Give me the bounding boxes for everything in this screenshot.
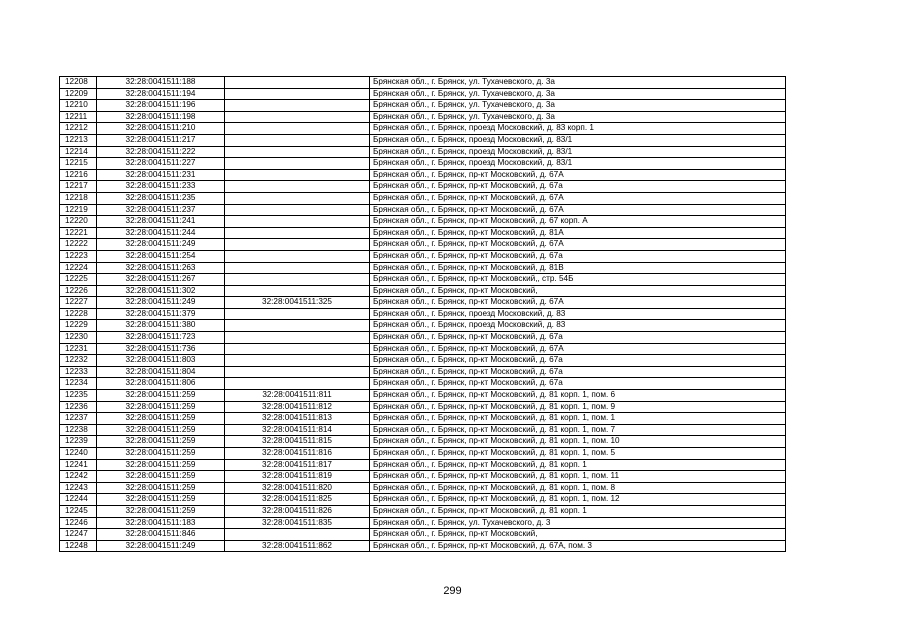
table-row [60,494,786,506]
cadastral-number-cell: 32:28:0041511:196 [97,100,225,112]
cadastral-number-cell: 32:28:0041511:804 [97,366,225,378]
address-cell: Брянская обл., г. Брянск, пр-кт Московский, д. 67а [370,366,786,378]
address-cell: Брянская обл., г. Брянск, ул. Тухачевского, д. 3а [370,88,786,100]
row-number-cell: 12221 [60,227,97,239]
table-row [60,239,786,251]
cadastral-number-cell: 32:28:0041511:736 [97,343,225,355]
linked-cadastral-number-cell [225,285,370,297]
page-number: 299 [443,585,462,597]
table-row [60,123,786,135]
table-row [60,262,786,274]
cadastral-number-cell: 32:28:0041511:806 [97,378,225,390]
cadastral-number-cell: 32:28:0041511:259 [97,390,225,402]
cadastral-number-cell: 32:28:0041511:249 [97,540,225,552]
table-row [60,134,786,146]
address-cell: Брянская обл., г. Брянск, пр-кт Московский, д. 81В [370,262,786,274]
address-cell: Брянская обл., г. Брянск, пр-кт Московский, д. 81 корп. 1, пом. 6 [370,390,786,402]
linked-cadastral-number-cell: 32:28:0041511:817 [225,459,370,471]
linked-cadastral-number-cell: 32:28:0041511:325 [225,297,370,309]
linked-cadastral-number-cell [225,529,370,541]
cadastral-number-cell: 32:28:0041511:379 [97,308,225,320]
cadastral-number-cell: 32:28:0041511:259 [97,413,225,425]
linked-cadastral-number-cell: 32:28:0041511:835 [225,517,370,529]
row-number-cell: 12230 [60,332,97,344]
cadastral-number-cell: 32:28:0041511:259 [97,471,225,483]
address-cell: Брянская обл., г. Брянск, ул. Тухачевского, д. 3а [370,111,786,123]
address-cell: Брянская обл., г. Брянск, пр-кт Московский, д. 81 корп. 1, пом. 7 [370,424,786,436]
address-cell: Брянская обл., г. Брянск, проезд Московский, д. 83 [370,308,786,320]
address-cell: Брянская обл., г. Брянск, пр-кт Московский, д. 81 корп. 1, пом. 11 [370,471,786,483]
address-cell: Брянская обл., г. Брянск, проезд Московский, д. 83/1 [370,134,786,146]
table-row [60,77,786,89]
cadastral-number-cell: 32:28:0041511:380 [97,320,225,332]
cadastral-number-cell: 32:28:0041511:194 [97,88,225,100]
table-row [60,88,786,100]
cadastral-number-cell: 32:28:0041511:259 [97,482,225,494]
table-row [60,448,786,460]
linked-cadastral-number-cell: 32:28:0041511:812 [225,401,370,413]
cadastral-number-cell: 32:28:0041511:183 [97,517,225,529]
cadastral-number-cell: 32:28:0041511:244 [97,227,225,239]
cadastral-number-cell: 32:28:0041511:233 [97,181,225,193]
linked-cadastral-number-cell [225,378,370,390]
linked-cadastral-number-cell [225,204,370,216]
row-number-cell: 12211 [60,111,97,123]
linked-cadastral-number-cell [225,239,370,251]
cadastral-number-cell: 32:28:0041511:249 [97,239,225,251]
linked-cadastral-number-cell: 32:28:0041511:820 [225,482,370,494]
address-cell: Брянская обл., г. Брянск, ул. Тухачевского, д. 3а [370,77,786,89]
row-number-cell: 12225 [60,274,97,286]
linked-cadastral-number-cell: 32:28:0041511:826 [225,505,370,517]
linked-cadastral-number-cell [225,355,370,367]
row-number-cell: 12237 [60,413,97,425]
cadastral-number-cell: 32:28:0041511:241 [97,216,225,228]
address-cell: Брянская обл., г. Брянск, проезд Московский, д. 83 [370,320,786,332]
linked-cadastral-number-cell: 32:28:0041511:814 [225,424,370,436]
cadastral-number-cell: 32:28:0041511:235 [97,192,225,204]
row-number-cell: 12226 [60,285,97,297]
row-number-cell: 12218 [60,192,97,204]
address-cell: Брянская обл., г. Брянск, проезд Московский, д. 83/1 [370,146,786,158]
cadastral-number-cell: 32:28:0041511:249 [97,297,225,309]
address-cell: Брянская обл., г. Брянск, пр-кт Московский, д. 67А [370,239,786,251]
row-number-cell: 12212 [60,123,97,135]
row-number-cell: 12248 [60,540,97,552]
cadastral-number-cell: 32:28:0041511:210 [97,123,225,135]
linked-cadastral-number-cell [225,88,370,100]
table-row [60,146,786,158]
table-row [60,482,786,494]
table-row [60,274,786,286]
address-cell: Брянская обл., г. Брянск, проезд Московский, д. 83 корп. 1 [370,123,786,135]
table-row [60,517,786,529]
table-row [60,308,786,320]
table-row [60,285,786,297]
table-row [60,540,786,552]
row-number-cell: 12208 [60,77,97,89]
registry-table-body [60,77,786,552]
address-cell: Брянская обл., г. Брянск, пр-кт Московский, д. 67 корп. А [370,216,786,228]
table-row [60,216,786,228]
cadastral-number-cell: 32:28:0041511:259 [97,448,225,460]
row-number-cell: 12239 [60,436,97,448]
cadastral-number-cell: 32:28:0041511:217 [97,134,225,146]
row-number-cell: 12238 [60,424,97,436]
address-cell: Брянская обл., г. Брянск, пр-кт Московский, д. 67А [370,169,786,181]
table-row [60,401,786,413]
row-number-cell: 12220 [60,216,97,228]
linked-cadastral-number-cell [225,158,370,170]
row-number-cell: 12232 [60,355,97,367]
address-cell: Брянская обл., г. Брянск, пр-кт Московский, д. 81 корп. 1 [370,459,786,471]
linked-cadastral-number-cell [225,320,370,332]
linked-cadastral-number-cell [225,77,370,89]
cadastral-number-cell: 32:28:0041511:846 [97,529,225,541]
row-number-cell: 12247 [60,529,97,541]
row-number-cell: 12227 [60,297,97,309]
address-cell: Брянская обл., г. Брянск, ул. Тухачевского, д. 3а [370,100,786,112]
cadastral-number-cell: 32:28:0041511:259 [97,494,225,506]
table-row [60,471,786,483]
address-cell: Брянская обл., г. Брянск, пр-кт Московский, [370,285,786,297]
address-cell: Брянская обл., г. Брянск, пр-кт Московский, д. 67а [370,332,786,344]
cadastral-number-cell: 32:28:0041511:198 [97,111,225,123]
table-row [60,332,786,344]
row-number-cell: 12213 [60,134,97,146]
row-number-cell: 12233 [60,366,97,378]
linked-cadastral-number-cell [225,192,370,204]
row-number-cell: 12243 [60,482,97,494]
address-cell: Брянская обл., г. Брянск, пр-кт Московский,, стр. 54Б [370,274,786,286]
address-cell: Брянская обл., г. Брянск, пр-кт Московский, д. 81 корп. 1, пом. 12 [370,494,786,506]
row-number-cell: 12242 [60,471,97,483]
linked-cadastral-number-cell [225,123,370,135]
address-cell: Брянская обл., г. Брянск, пр-кт Московский, д. 67А, пом. 3 [370,540,786,552]
address-cell: Брянская обл., г. Брянск, пр-кт Московский, д. 67а [370,181,786,193]
table-row [60,378,786,390]
row-number-cell: 12215 [60,158,97,170]
row-number-cell: 12244 [60,494,97,506]
cadastral-number-cell: 32:28:0041511:259 [97,459,225,471]
linked-cadastral-number-cell [225,274,370,286]
table-row [60,169,786,181]
address-cell: Брянская обл., г. Брянск, пр-кт Московский, д. 81 корп. 1 [370,505,786,517]
row-number-cell: 12210 [60,100,97,112]
row-number-cell: 12236 [60,401,97,413]
linked-cadastral-number-cell [225,308,370,320]
address-cell: Брянская обл., г. Брянск, пр-кт Московский, [370,529,786,541]
linked-cadastral-number-cell [225,146,370,158]
linked-cadastral-number-cell: 32:28:0041511:825 [225,494,370,506]
table-row [60,158,786,170]
cadastral-number-cell: 32:28:0041511:803 [97,355,225,367]
address-cell: Брянская обл., г. Брянск, пр-кт Московский, д. 67а [370,250,786,262]
address-cell: Брянская обл., г. Брянск, пр-кт Московский, д. 67а [370,378,786,390]
linked-cadastral-number-cell [225,262,370,274]
linked-cadastral-number-cell [225,100,370,112]
address-cell: Брянская обл., г. Брянск, пр-кт Московский, д. 67А [370,343,786,355]
linked-cadastral-number-cell [225,366,370,378]
linked-cadastral-number-cell [225,250,370,262]
cadastral-number-cell: 32:28:0041511:254 [97,250,225,262]
linked-cadastral-number-cell: 32:28:0041511:816 [225,448,370,460]
cadastral-number-cell: 32:28:0041511:259 [97,401,225,413]
linked-cadastral-number-cell: 32:28:0041511:862 [225,540,370,552]
linked-cadastral-number-cell [225,216,370,228]
row-number-cell: 12246 [60,517,97,529]
table-row [60,111,786,123]
table-row [60,459,786,471]
address-cell: Брянская обл., г. Брянск, пр-кт Московский, д. 81А [370,227,786,239]
registry-table [59,76,786,552]
linked-cadastral-number-cell [225,169,370,181]
cadastral-number-cell: 32:28:0041511:231 [97,169,225,181]
address-cell: Брянская обл., г. Брянск, пр-кт Московский, д. 67А [370,297,786,309]
linked-cadastral-number-cell: 32:28:0041511:815 [225,436,370,448]
linked-cadastral-number-cell [225,134,370,146]
address-cell: Брянская обл., г. Брянск, пр-кт Московский, д. 67а [370,355,786,367]
cadastral-number-cell: 32:28:0041511:259 [97,505,225,517]
row-number-cell: 12234 [60,378,97,390]
linked-cadastral-number-cell [225,181,370,193]
row-number-cell: 12241 [60,459,97,471]
cadastral-number-cell: 32:28:0041511:259 [97,424,225,436]
row-number-cell: 12214 [60,146,97,158]
table-row [60,413,786,425]
table-row [60,390,786,402]
table-row [60,181,786,193]
cadastral-number-cell: 32:28:0041511:259 [97,436,225,448]
table-row [60,227,786,239]
row-number-cell: 12245 [60,505,97,517]
linked-cadastral-number-cell: 32:28:0041511:811 [225,390,370,402]
row-number-cell: 12222 [60,239,97,251]
row-number-cell: 12217 [60,181,97,193]
table-row [60,529,786,541]
row-number-cell: 12219 [60,204,97,216]
row-number-cell: 12229 [60,320,97,332]
cadastral-number-cell: 32:28:0041511:723 [97,332,225,344]
table-row [60,204,786,216]
cadastral-number-cell: 32:28:0041511:227 [97,158,225,170]
address-cell: Брянская обл., г. Брянск, проезд Московский, д. 83/1 [370,158,786,170]
table-row [60,297,786,309]
table-row [60,355,786,367]
cadastral-number-cell: 32:28:0041511:263 [97,262,225,274]
row-number-cell: 12235 [60,390,97,402]
row-number-cell: 12224 [60,262,97,274]
row-number-cell: 12228 [60,308,97,320]
address-cell: Брянская обл., г. Брянск, пр-кт Московский, д. 81 корп. 1, пом. 8 [370,482,786,494]
row-number-cell: 12216 [60,169,97,181]
cadastral-number-cell: 32:28:0041511:237 [97,204,225,216]
row-number-cell: 12209 [60,88,97,100]
cadastral-number-cell: 32:28:0041511:302 [97,285,225,297]
row-number-cell: 12231 [60,343,97,355]
linked-cadastral-number-cell [225,111,370,123]
address-cell: Брянская обл., г. Брянск, пр-кт Московский, д. 67А [370,192,786,204]
table-row [60,366,786,378]
table-row [60,505,786,517]
address-cell: Брянская обл., г. Брянск, пр-кт Московский, д. 81 корп. 1, пом. 10 [370,436,786,448]
cadastral-number-cell: 32:28:0041511:188 [97,77,225,89]
address-cell: Брянская обл., г. Брянск, пр-кт Московский, д. 81 корп. 1, пом. 1 [370,413,786,425]
table-row [60,436,786,448]
cadastral-number-cell: 32:28:0041511:267 [97,274,225,286]
table-row [60,250,786,262]
table-row [60,100,786,112]
table-row [60,343,786,355]
address-cell: Брянская обл., г. Брянск, пр-кт Московский, д. 81 корп. 1, пом. 5 [370,448,786,460]
table-row [60,192,786,204]
row-number-cell: 12240 [60,448,97,460]
linked-cadastral-number-cell: 32:28:0041511:813 [225,413,370,425]
address-cell: Брянская обл., г. Брянск, пр-кт Московский, д. 81 корп. 1, пом. 9 [370,401,786,413]
address-cell: Брянская обл., г. Брянск, ул. Тухачевского, д. 3 [370,517,786,529]
linked-cadastral-number-cell [225,332,370,344]
linked-cadastral-number-cell [225,343,370,355]
linked-cadastral-number-cell: 32:28:0041511:819 [225,471,370,483]
table-row [60,424,786,436]
row-number-cell: 12223 [60,250,97,262]
cadastral-number-cell: 32:28:0041511:222 [97,146,225,158]
linked-cadastral-number-cell [225,227,370,239]
table-row [60,320,786,332]
address-cell: Брянская обл., г. Брянск, пр-кт Московский, д. 67А [370,204,786,216]
